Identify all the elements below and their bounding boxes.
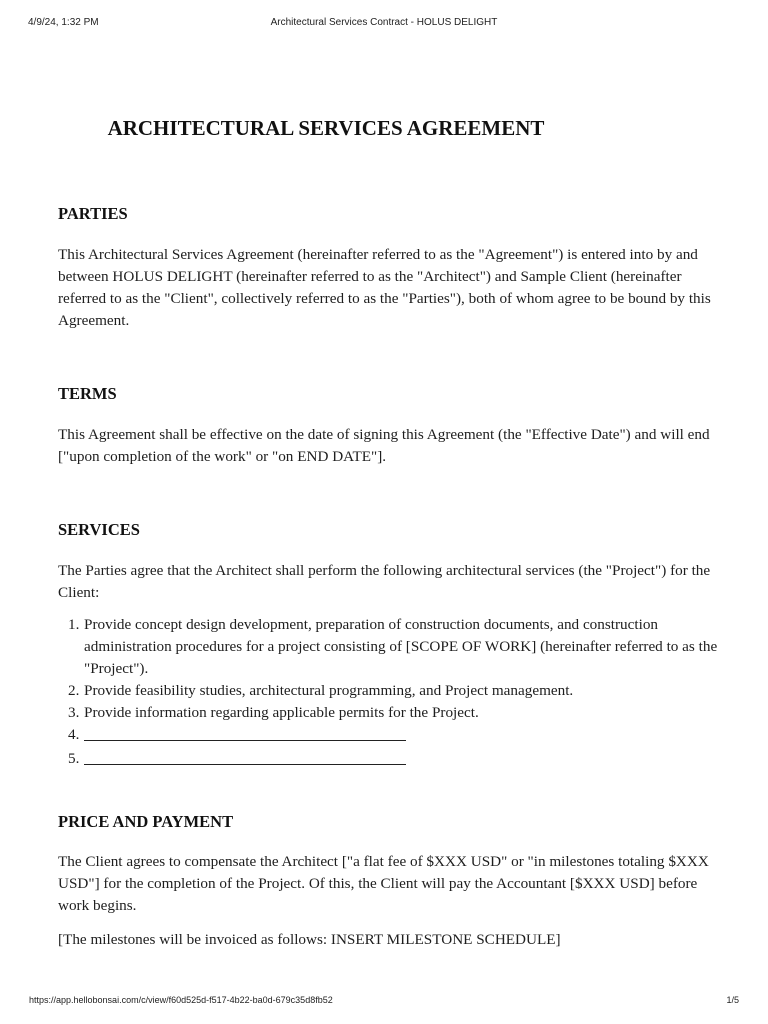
- print-header: [0, 17, 768, 31]
- section-heading-terms: TERMS: [58, 384, 117, 403]
- list-item-number: 5.: [68, 750, 80, 767]
- list-item-number: 4.: [68, 726, 80, 743]
- blank-fill-line: [84, 724, 406, 741]
- list-item-text: Provide information regarding applicable permits for the Project.: [84, 704, 479, 721]
- list-item-text: Provide concept design development, preparation of construction documents, and construction administration procedures for a project consisting of [SCOPE OF WORK] (hereinafter referred to as the "Project").: [84, 616, 718, 677]
- services-list-item: [58, 614, 718, 680]
- services-list: [58, 614, 718, 772]
- list-item-text: Provide feasibility studies, architectural programming, and Project management.: [84, 682, 574, 699]
- print-page-title: Architectural Services Contract - HOLUS DELIGHT: [270, 17, 498, 28]
- blank-fill-line: [84, 748, 406, 765]
- services-list-item: [58, 680, 718, 702]
- print-datetime: 4/9/24, 1:32 PM: [28, 17, 99, 28]
- services-list-item: [58, 748, 718, 772]
- list-item-number: 2.: [68, 682, 80, 699]
- section-heading-services: SERVICES: [58, 520, 140, 539]
- list-item-number: 1.: [68, 616, 80, 633]
- page-indicator: 1/5: [726, 995, 739, 1005]
- parties-paragraph: This Architectural Services Agreement (hereinafter referred to as the "Agreement") is entered into by and between HOLUS DELIGHT (hereinafter referred to as the "Architect") and Sample Client (hereinafter referred to as the "Client", collectively referred to as the "Parties"), both of whom agree to be bound by this Agreement.: [58, 246, 711, 329]
- terms-paragraph: This Agreement shall be effective on the date of signing this Agreement (the "Effective Date") and will end ["upon completion of the work" or "on END DATE"].: [58, 426, 710, 465]
- price-payment-paragraph: The Client agrees to compensate the Architect ["a flat fee of $XXX USD" or "in milestones totaling $XXX USD"] for the completion of the Project. Of this, the Client will pay the Accountant [$XXX USD] before work begins.: [58, 853, 709, 914]
- section-heading-price-payment: PRICE AND PAYMENT: [58, 812, 234, 831]
- milestones-note-paragraph: [The milestones will be invoiced as follows: INSERT MILESTONE SCHEDULE]: [58, 931, 561, 948]
- services-list-item: [58, 702, 718, 724]
- print-footer: [0, 995, 768, 1009]
- list-item-number: 3.: [68, 704, 80, 721]
- section-heading-parties: PARTIES: [58, 204, 128, 223]
- services-intro-paragraph: The Parties agree that the Architect shall perform the following architectural services (the "Project") for the Client:: [58, 562, 711, 601]
- document-title: ARCHITECTURAL SERVICES AGREEMENT: [107, 116, 545, 140]
- services-list-item: [58, 724, 718, 748]
- page-url-link[interactable]: https://app.hellobonsai.com/c/view/f60d525d-f517-4b22-ba0d-679c35d8fb52: [29, 995, 333, 1005]
